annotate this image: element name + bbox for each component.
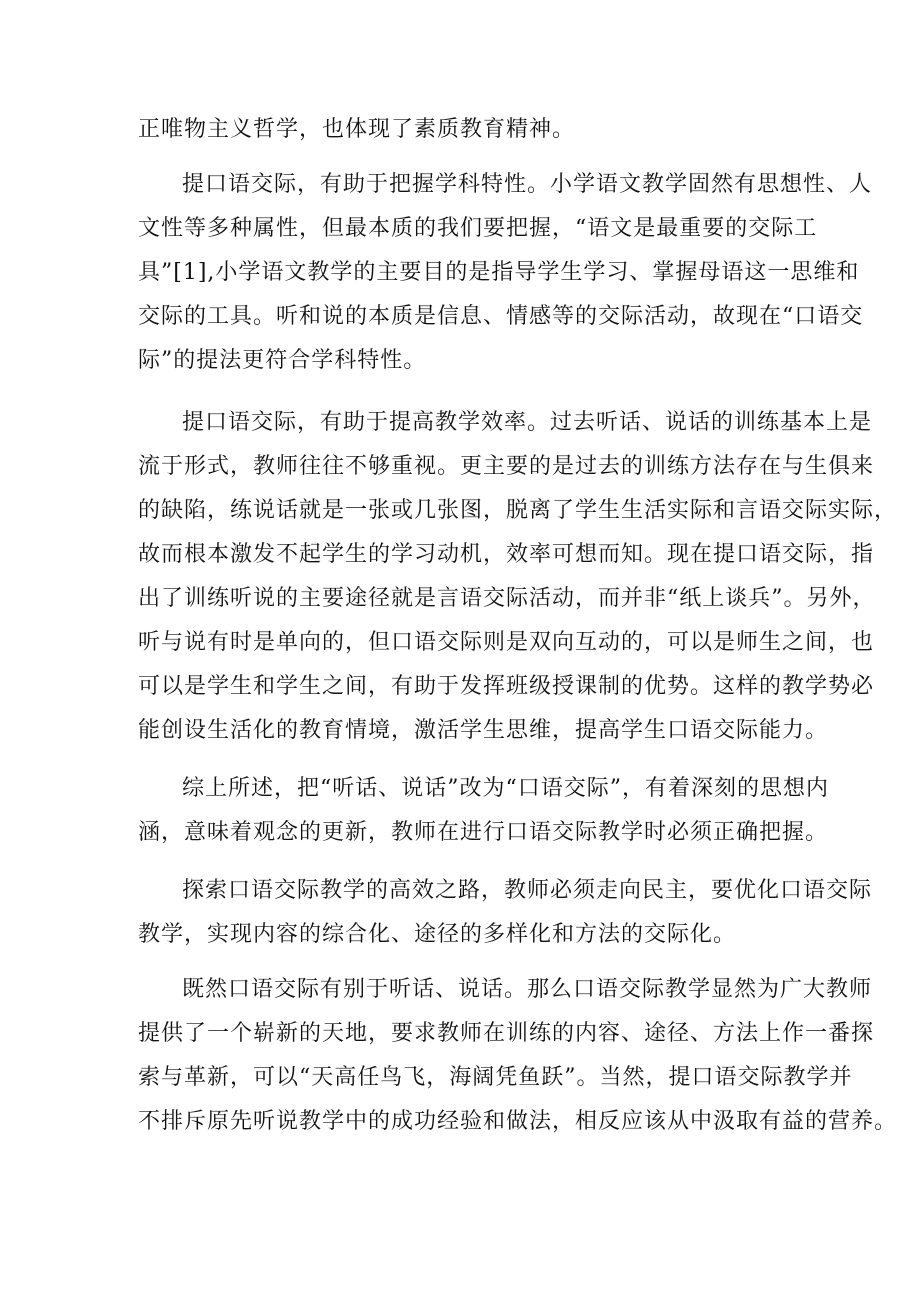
text-line: 能创设生活化的教育情境，激活学生思维，提高学生口语交际能力。: [138, 718, 829, 743]
text-line: 探索口语交际教学的高效之路，教师必须走向民主，要优化口语交际: [182, 878, 873, 903]
text-line: 故而根本激发不起学生的学习动机，效率可想而知。现在提口语交际，指: [138, 542, 875, 567]
text-line: 综上所述，把“听话、说话”改为“口语交际”，有着深刻的思想内: [182, 776, 829, 801]
text-line: 文性等多种属性，但最本质的我们要把握，“语文是最重要的交际工: [138, 216, 818, 241]
text-line: 可以是学生和学生之间，有助于发挥班级授课制的优势。这样的教学势必: [138, 674, 875, 699]
text-line: 的缺陷，练说话就是一张或几张图，脱离了学生生活实际和言语交际实际，: [138, 498, 898, 523]
text-line: 提口语交际，有助于提高教学效率。过去听话、说话的训练基本上是: [182, 410, 873, 435]
paragraph-5: [138, 869, 873, 957]
paragraph-3: [138, 401, 898, 753]
text-line: 不排斥原先听说教学中的成功经验和做法，相反应该从中汲取有益的营养。: [138, 1109, 898, 1134]
document-body: [138, 108, 898, 1144]
text-line: 听与说有时是单向的，但口语交际则是双向互动的，可以是师生之间，也: [138, 630, 875, 655]
paragraph-1: [138, 108, 798, 152]
paragraph-4: [138, 767, 829, 855]
text-line: 索与革新，可以“天高任鸟飞，海阔凭鱼跃”。当然，提口语交际教学并: [138, 1065, 853, 1090]
paragraph-2: [138, 163, 873, 383]
paragraph-6: [138, 968, 898, 1144]
text-line: 交际的工具。听和说的本质是信息、情感等的交际活动，故现在“口语交: [138, 304, 864, 329]
text-line: 流于形式，教师往往不够重视。更主要的是过去的训练方法存在与生俱来: [138, 454, 875, 479]
text-line: 提供了一个崭新的天地，要求教师在训练的内容、途径、方法上作一番探: [138, 1021, 875, 1046]
text-line: 际”的提法更符合学科特性。: [138, 348, 427, 373]
text-line: 出了训练听说的主要途径就是言语交际活动，而并非“纸上谈兵”。另外，: [138, 586, 876, 611]
text-line: 提口语交际，有助于把握学科特性。小学语文教学固然有思想性、人: [182, 172, 873, 197]
text-line: 具”[1],小学语文教学的主要目的是指导学生学习、掌握母语这一思维和: [138, 260, 860, 285]
text-line: 涵，意味着观念的更新，教师在进行口语交际教学时必须正确把握。: [138, 820, 829, 845]
text-line: 既然口语交际有别于听话、说话。那么口语交际教学显然为广大教师: [182, 977, 873, 1002]
text-line: 教学，实现内容的综合化、途径的多样化和方法的交际化。: [138, 922, 737, 947]
text-line: 正唯物主义哲学，也体现了素质教育精神。: [138, 117, 576, 142]
